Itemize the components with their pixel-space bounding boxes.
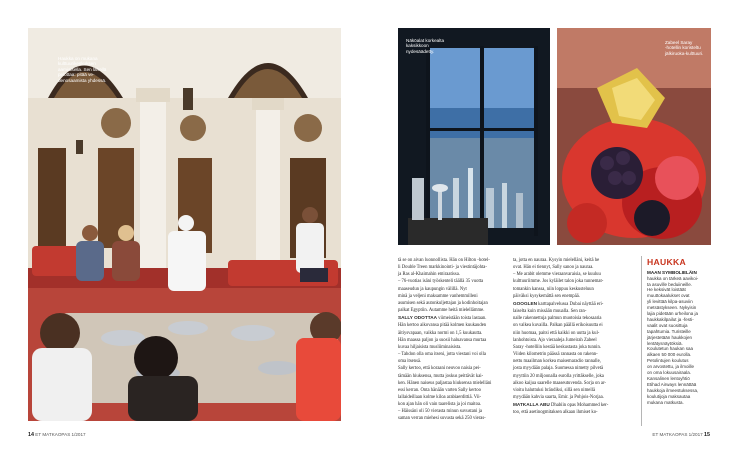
courtyard-caption: Haukka on mukana kulttuurikeskuksen aamiaisella. Sen lähellä pelottaa: pitää ve- denosaamista yhdessä. — [58, 56, 107, 83]
city-view-photo — [398, 28, 550, 245]
footer-left — [28, 432, 86, 438]
sidebar-divider — [641, 256, 642, 426]
column1-paragraph-6: – Häissäni oli 50 vierasta minun suvustani ja saman verran miehesi suvusta sekä 250 vieras- — [398, 409, 486, 422]
sidebar-box — [647, 257, 711, 406]
page-number-right: 15 — [704, 432, 710, 438]
column1-paragraph-3: Hän kertoo aikovansa pitää kolmen kuukauden äitiysvapaan, vaikka normi on 1,5 kuukautta. Hän maassa paljon ja suosii haluavansa murtaa kuvaa hiljaisista musliiminaisista. — [398, 323, 487, 350]
column2-paragraph-1: ta, jotta en nauraa. Kysyin mielelläni, keitä he ovat. Hän ei tiennyt, Sally sanoo ja nauraa. — [513, 258, 600, 271]
column2-paragraph-4: Viiden kilometrin päässä rannasta on rakenn- nettu maailman korkea maisemaradio rannalle, josta myydään palaja. Suomessa nimetty pilvetä myyttiin 20 miljoonalla eurolla yrittäkselle, joka aikoo kaijua saarelle maaseutuvenda. Sorja on ar- vioitu haluttuksi brändiksi, sillä sen nimellä myydään kahvia saarta, Emir. ja Pohjois-Norjaa. — [513, 352, 606, 400]
dessert-photo — [557, 28, 711, 245]
column1-paragraph-5: Sally kertoo, että koraani neuvoo naisia pei- tämään hiuksensa, mutta joskus peittävät kai- ken. Hänen naiseus paljastaa hiuksensa mielelläni essi kerran. Onta hänään varten Sally kertoo lallaideillaan kolme kiloa arabiaerdittiä. Vii- kon ajan hän oli vain taarelista ja joi maitoa. — [398, 366, 492, 408]
city-view-caption: Näköalat korkealta kaksikkoon nydesäädetty. — [406, 38, 445, 54]
article-column-2 — [513, 257, 633, 416]
sidebar-subtitle: MAAN SYMBOLIELÄIN — [647, 270, 697, 275]
column1-paragraph-1: tä se on aivan luonnollista. Hän on Hilton -hotel- li Double Treen markkinointi- ja viestintäjohta- ja Ras al-Khaimahin emiraatissa. — [398, 258, 490, 278]
column2-lead2: MATKALLA ABU — [513, 402, 550, 408]
column2-last-line: too, että asetinogmitaksen alkaan ihmiset ko- — [513, 410, 598, 416]
footer-right-label: ET MATKAOPAS 1/2017 — [652, 432, 703, 437]
column2-lead: GOOGLEN — [513, 300, 537, 306]
column1-lead-paragraph — [398, 314, 510, 322]
dessert-caption: Zabeel Saray -hotellin koristeltu jälkiruoka-kulttuuri. — [665, 40, 704, 56]
column2-lead-paragraph — [513, 300, 633, 308]
article-column-1 — [398, 257, 510, 423]
sidebar-body: haukka on tärkeä aavikoi- ta asuville beduiineille. He keksivät loistäät muuttokaalukset ovat yli levittää kilpa-asuviin metsästykseen. Nykyisin lajia pidetään urheilona ja haukkakilpailut ja -festi- vaalit ovat suosittuja tapahtumia. Turisteille järjestetään haukkojen lentätysnäytöksiä. Koulutetun haukan saa alkaen 50 000 eurolla. Petolintujen koulutus on arvostettu, ja ilmoille on oma lokuusairaala. Kansalinen lentoyhtiö Etihad Airways lennättää haukkoja ilmeestuksessa, koulutijoja maksautaa mukana matkusta. — [647, 275, 699, 405]
column1-paragraph-2: – 76-vuotias isäni työskenteli täällä 35 vuotta maaseudun ja kaupungin välillä. Nyt minä ja veljeni maksamme vanhemmilleni asumisen sekä autonkuljettajan ja kodinhoitajan palkat Egyptiin. Autamme heitä mielellämme. — [398, 279, 488, 314]
column2-paragraph-3: laiselta kuin missään muualla. Sen ran- nalle rakennettuja palmun muotoisia tekosaaria on valkea kuvailla. Palkan päällä erikoisuutta ei niin huomaa, paitsi että kaikki on uutta ja kul- lanhohtoista. Ajo vieraaleja Jumeirah Zabeel Saray -hotelliin kestää keskustasta joka tunnin. — [513, 309, 603, 350]
courtyard-illustration — [28, 28, 341, 421]
column1-lead-rest: viimeistään toista lastaan. — [438, 316, 487, 322]
courtyard-photo — [28, 28, 341, 421]
city-view-illustration — [398, 28, 550, 245]
column2-lead2-rest: Dhabiin opas Mohammed ker- — [550, 403, 609, 409]
column2-lead2-paragraph — [513, 401, 633, 409]
column1-paragraph-4: – Tahdon olla oma itseni, jotta viestani voi olla oma itsensä. — [398, 352, 486, 365]
page-number-left: 14 — [28, 432, 34, 438]
column2-paragraph-2: – Me arabit olemme vieraanvaraisia, se kuuluu kulttuuriimme. Jos kyläilet talon joka tunnemat- tomankin kanssa, niin loppuu keskusteluun päiväksi kysykemättä sen enempää. — [513, 272, 604, 299]
sidebar-title: HAUKKA — [647, 257, 687, 267]
footer-right — [652, 432, 710, 438]
column2-lead-rest: karttapalvelussa Dubai näyttää eri- — [538, 301, 604, 307]
footer-left-label: ET MATKAOPAS 1/2017 — [35, 432, 86, 437]
column1-lead: SALLY ODOTTAA — [398, 315, 437, 321]
dessert-illustration — [557, 28, 711, 245]
